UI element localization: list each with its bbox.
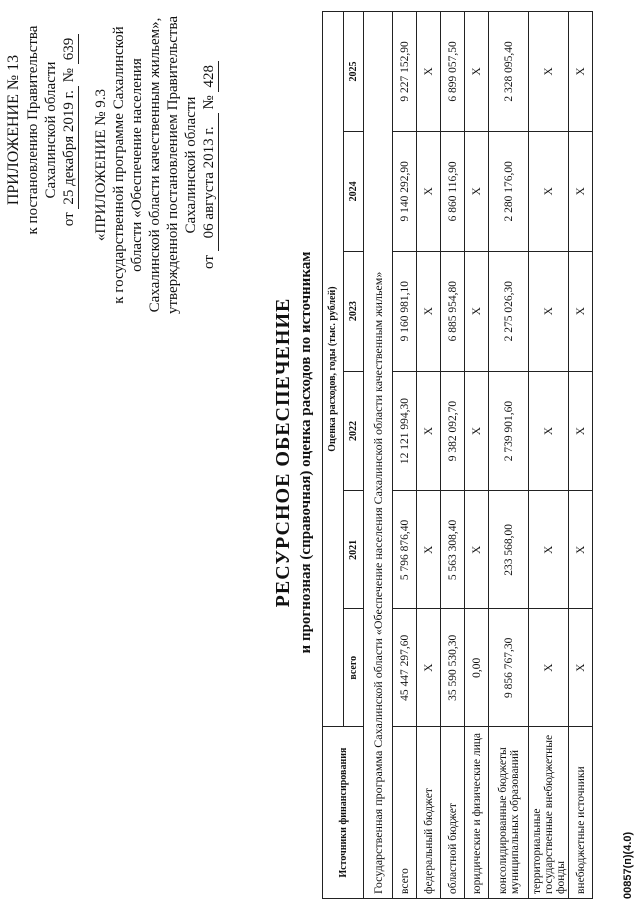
value-cell: X <box>465 491 489 609</box>
document-code: 00857(п)(4.0) <box>622 831 634 899</box>
appendix-13-title: ПРИЛОЖЕНИЕ № 13 <box>5 54 22 206</box>
source-cell: территориальные государственные внебюджетные фонды <box>529 727 569 899</box>
value-cell: 6 885 954,80 <box>441 251 465 371</box>
value-cell: 12 121 994,30 <box>393 371 417 491</box>
estimate-group-header: Оценка расходов, годы (тыс. рублей) <box>323 12 344 727</box>
source-cell: областной бюджет <box>441 727 465 899</box>
table-row <box>529 12 569 899</box>
appendix-9-3-line5: утвержденной постановлением Правительства <box>165 15 181 315</box>
document-subtitle: и прогнозная (справочная) оценка расходов по источникам <box>298 251 314 654</box>
value-cell: 2 328 095,40 <box>489 12 529 132</box>
value-cell: X <box>569 12 593 132</box>
value-cell: X <box>417 12 441 132</box>
table-row <box>441 12 465 899</box>
date-prefix: от <box>61 212 77 227</box>
value-cell: X <box>465 12 489 132</box>
value-cell: X <box>465 131 489 251</box>
value-cell: 2 275 026,30 <box>489 251 529 371</box>
source-column-header: Источники финансирования <box>323 727 364 899</box>
appendix-13-header <box>4 5 79 255</box>
value-cell: 35 590 530,30 <box>441 609 465 727</box>
appendix-13-date-line <box>60 5 79 255</box>
value-cell: 9 227 152,90 <box>393 12 417 132</box>
program-date: 06 августа 2013 г. <box>200 113 219 251</box>
year-header: 2023 <box>343 251 364 371</box>
value-cell: X <box>417 371 441 491</box>
table-row <box>569 12 593 899</box>
value-cell: X <box>529 371 569 491</box>
value-cell: 9 856 767,30 <box>489 609 529 727</box>
value-cell: X <box>569 491 593 609</box>
program-name: Государственная программа Сахалинской области «Обеспечение населения Сахалинской области качественным жильем» <box>364 12 393 899</box>
program-number: 428 <box>200 61 219 92</box>
value-cell: 6 860 116,90 <box>441 131 465 251</box>
resolution-date: 25 декабря 2019 г. <box>60 86 79 209</box>
value-cell: 0,00 <box>465 609 489 727</box>
value-cell: 9 160 981,10 <box>393 251 417 371</box>
program-row <box>364 12 393 899</box>
value-cell: X <box>569 131 593 251</box>
appendix-9-3-date-line <box>200 5 219 325</box>
appendix-9-3-line2: к государственной программе Сахалинской <box>111 26 127 304</box>
value-cell: X <box>529 251 569 371</box>
value-cell: 9 382 092,70 <box>441 371 465 491</box>
resolution-number: 639 <box>60 34 79 65</box>
appendix-9-3-header <box>92 5 219 325</box>
appendix-9-3-line6: Сахалинской области <box>183 96 199 234</box>
value-cell: X <box>417 491 441 609</box>
value-cell: 2 739 901,60 <box>489 371 529 491</box>
table-row <box>393 12 417 899</box>
appendix-9-3-title: «ПРИЛОЖЕНИЕ № 9.3 <box>93 88 109 242</box>
source-cell: всего <box>393 727 417 899</box>
value-cell: X <box>569 251 593 371</box>
value-cell: X <box>465 251 489 371</box>
source-cell: юридические и физические лица <box>465 727 489 899</box>
source-cell: консолидированные бюджеты муниципальных образований <box>489 727 529 899</box>
number-sign: № <box>201 95 217 110</box>
source-cell: внебюджетные источники <box>569 727 593 899</box>
value-cell: X <box>529 609 569 727</box>
table-row <box>465 12 489 899</box>
appendix-13-line3: Сахалинской области <box>43 61 59 199</box>
value-cell: X <box>529 131 569 251</box>
value-cell: 5 796 876,40 <box>393 491 417 609</box>
source-cell: федеральный бюджет <box>417 727 441 899</box>
year-header: 2024 <box>343 131 364 251</box>
year-header: 2025 <box>343 12 364 132</box>
value-cell: X <box>417 609 441 727</box>
value-cell: 6 899 057,50 <box>441 12 465 132</box>
table-row <box>417 12 441 899</box>
value-cell: X <box>569 371 593 491</box>
value-cell: 9 140 292,90 <box>393 131 417 251</box>
value-cell: X <box>465 371 489 491</box>
date-prefix: от <box>201 255 217 269</box>
year-header: всего <box>343 609 364 727</box>
year-header: 2022 <box>343 371 364 491</box>
appendix-9-3-line3: области «Обеспечение населения <box>129 58 145 272</box>
value-cell: 5 563 308,40 <box>441 491 465 609</box>
value-cell: 45 447 297,60 <box>393 609 417 727</box>
value-cell: X <box>529 12 569 132</box>
appendix-9-3-line4: Сахалинской области качественным жильем», <box>147 17 163 313</box>
number-sign: № <box>61 68 77 83</box>
value-cell: 2 280 176,00 <box>489 131 529 251</box>
table-header-row <box>323 12 344 899</box>
table-row <box>489 12 529 899</box>
value-cell: X <box>417 251 441 371</box>
resource-table <box>322 11 593 899</box>
value-cell: X <box>529 491 569 609</box>
value-cell: X <box>569 609 593 727</box>
value-cell: X <box>417 131 441 251</box>
value-cell: 233 568,00 <box>489 491 529 609</box>
appendix-13-line2: к постановлению Правительства <box>25 25 41 235</box>
document-title: РЕСУРСНОЕ ОБЕСПЕЧЕНИЕ <box>272 297 294 608</box>
year-header: 2021 <box>343 491 364 609</box>
